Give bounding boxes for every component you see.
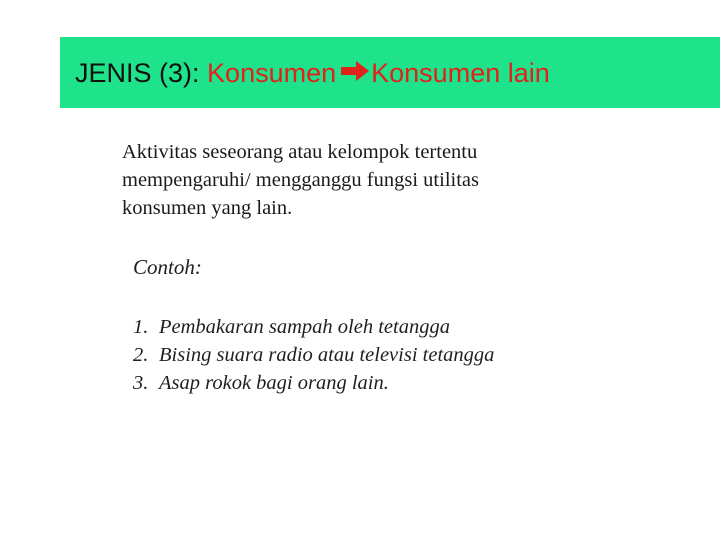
title-bar <box>60 37 720 108</box>
list-item <box>133 313 494 341</box>
right-arrow-icon <box>340 57 370 89</box>
definition-line: Aktivitas seseorang atau kelompok tertentu <box>122 141 478 163</box>
title-to: Konsumen lain <box>371 58 550 88</box>
list-item-number: 1. <box>133 316 149 338</box>
example-list <box>133 313 494 397</box>
list-item-number: 3. <box>133 372 149 394</box>
list-item <box>133 369 494 397</box>
title-from: Konsumen <box>207 58 337 88</box>
definition-line: konsumen yang lain. <box>122 197 293 219</box>
title-prefix: JENIS (3): <box>75 58 200 88</box>
list-item-text: Bising suara radio atau televisi tetangga <box>159 344 495 366</box>
definition-line: mempengaruhi/ mengganggu fungsi utilitas <box>122 169 479 191</box>
definition-text <box>122 138 479 222</box>
list-item <box>133 341 494 369</box>
example-label: Contoh: <box>133 255 202 279</box>
list-item-number: 2. <box>133 344 149 366</box>
list-item-text: Asap rokok bagi orang lain. <box>159 372 389 394</box>
list-item-text: Pembakaran sampah oleh tetangga <box>159 316 450 338</box>
slide-title <box>75 57 550 91</box>
